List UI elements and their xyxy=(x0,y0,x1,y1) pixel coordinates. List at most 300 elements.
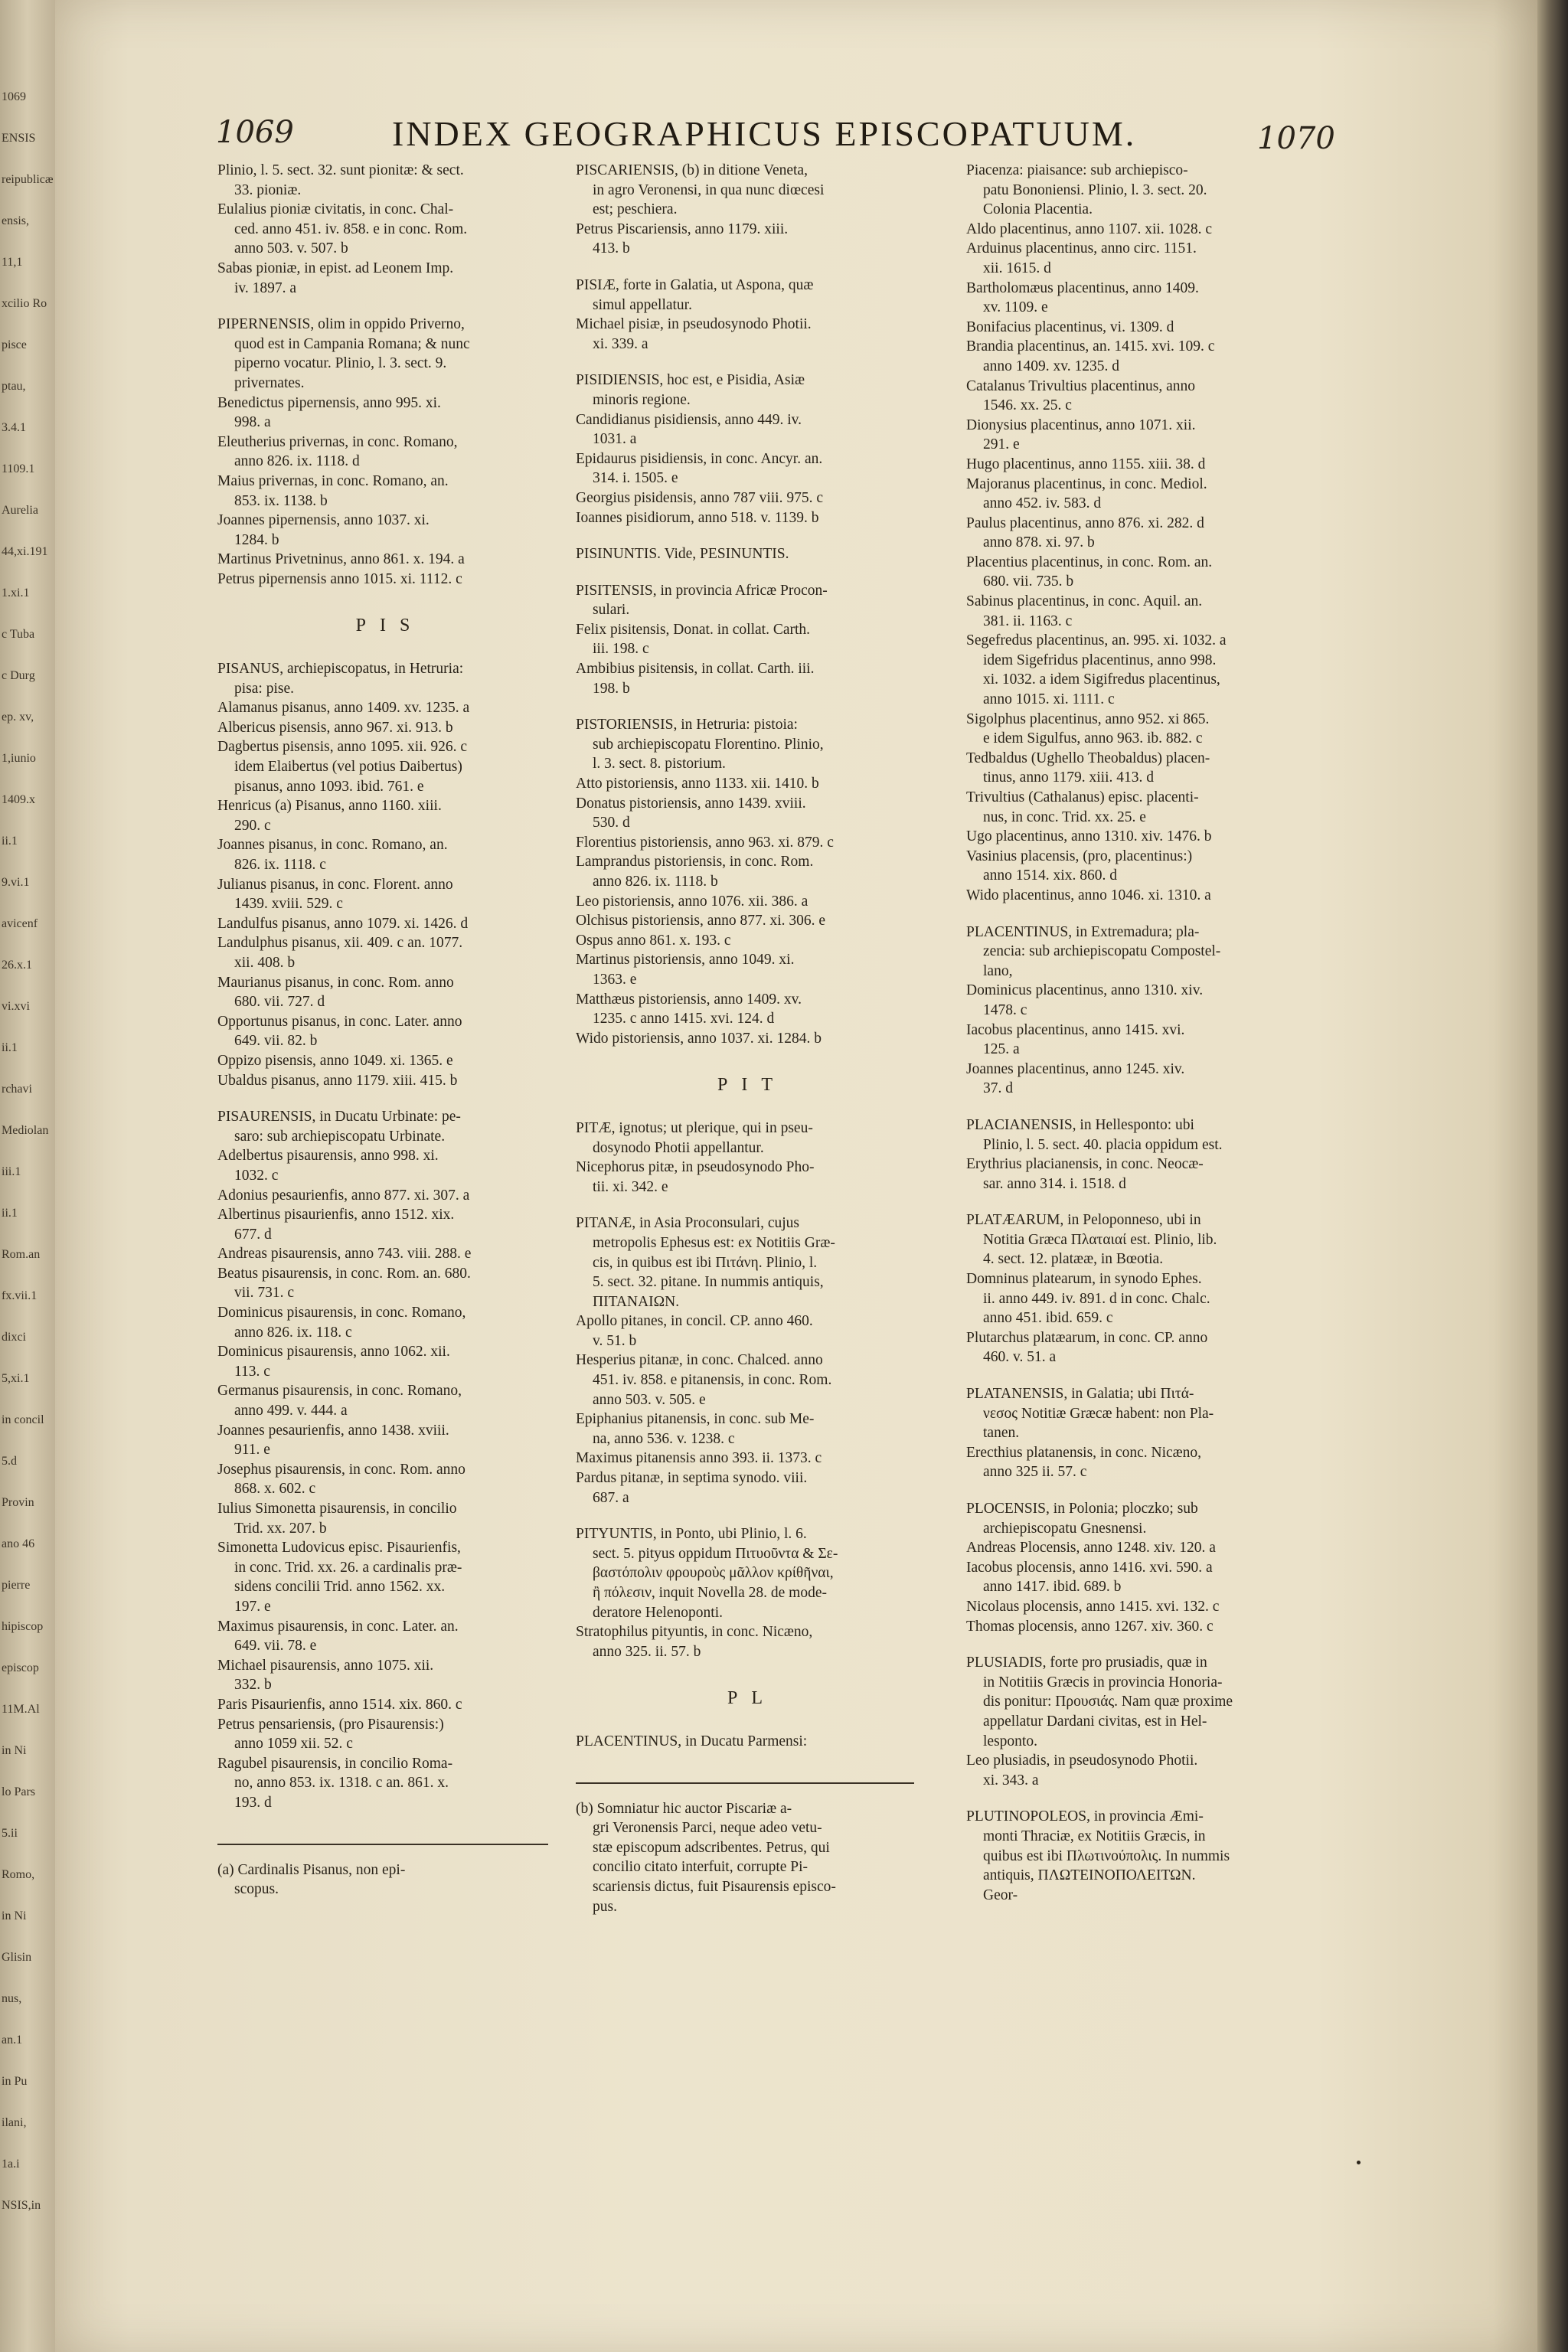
index-entry xyxy=(576,950,928,989)
entry-line: pus. xyxy=(593,1898,617,1915)
left-page-fragment: 3.4.1 xyxy=(2,421,26,434)
index-entry xyxy=(576,1214,928,1312)
index-entry xyxy=(966,886,1357,906)
entry-line: anno 452. iv. 583. d xyxy=(983,495,1102,512)
entry-line: PISIDIENSIS, hoc est, e Pisidia, Asiæ xyxy=(576,372,805,389)
entry-line: anno 1417. ibid. 689. b xyxy=(983,1579,1122,1596)
index-entry xyxy=(966,1116,1357,1155)
entry-line: pisa: pise. xyxy=(234,680,294,697)
left-page-fragment: ii.1 xyxy=(2,835,18,848)
entry-line: anno 1059 xii. 52. c xyxy=(234,1736,353,1753)
left-page-fragment: 1069 xyxy=(2,90,26,103)
entry-line: iv. 1897. a xyxy=(234,279,297,296)
entry-line: Majoranus placentinus, in conc. Mediol. xyxy=(966,475,1207,492)
entry-line: piperno vocatur. Plinio, l. 3. sect. 9. xyxy=(234,355,447,372)
entry-line: in conc. Trid. xx. 26. a cardinalis præ- xyxy=(234,1559,462,1576)
entry-line: Landulfus pisanus, anno 1079. xi. 1426. d xyxy=(217,915,469,932)
index-entry xyxy=(576,794,928,833)
index-entry xyxy=(217,796,562,835)
entry-line: Brandia placentinus, an. 1415. xvi. 109. c xyxy=(966,338,1215,355)
entry-line: PITYUNTIS, in Ponto, ubi Plinio, l. 6. xyxy=(576,1526,807,1543)
entry-line: Erecthius platanensis, in conc. Nicæno, xyxy=(966,1444,1202,1461)
index-entry xyxy=(966,455,1357,475)
index-entry xyxy=(966,1443,1357,1482)
index-entry xyxy=(576,892,928,912)
index-entry xyxy=(576,1732,928,1752)
index-entry xyxy=(966,1538,1357,1558)
index-entry xyxy=(576,620,928,659)
entry-line: PISITENSIS, in provincia Africæ Procon- xyxy=(576,582,828,599)
entry-line: 649. vii. 82. b xyxy=(234,1033,318,1050)
index-entry xyxy=(576,1312,928,1351)
entry-line: Thomas plocensis, anno 1267. xiv. 360. c xyxy=(966,1618,1214,1635)
entry-line: 868. x. 602. c xyxy=(234,1481,316,1498)
entry-line: Nicolaus plocensis, anno 1415. xvi. 132. c xyxy=(966,1598,1220,1615)
index-entry xyxy=(576,931,928,951)
entry-line: na, anno 536. v. 1238. c xyxy=(593,1430,735,1447)
entry-line: Landulphus pisanus, xii. 409. c an. 1077. xyxy=(217,935,463,952)
left-page-fragment: 1409.x xyxy=(2,793,35,806)
entry-line: Piacenza: piaisance: sub archiepisco- xyxy=(966,162,1188,178)
entry-line: Trivultius (Cathalanus) episc. placenti- xyxy=(966,789,1199,805)
index-entry xyxy=(966,1155,1357,1194)
entry-line: Lamprandus pistoriensis, in conc. Rom. xyxy=(576,854,814,871)
index-entry xyxy=(966,514,1357,553)
index-entry xyxy=(966,1384,1357,1443)
index-entry xyxy=(966,1269,1357,1328)
entry-line: xii. 408. b xyxy=(234,954,296,971)
entry-line: Wido pistoriensis, anno 1037. xi. 1284. b xyxy=(576,1030,822,1047)
entry-line: anno 826. ix. 1118. d xyxy=(234,453,360,470)
entry-line: sar. anno 314. i. 1518. d xyxy=(983,1175,1126,1192)
left-page-fragment: Romo, xyxy=(2,1868,35,1881)
entry-line: ii. anno 449. iv. 891. d in conc. Chalc. xyxy=(983,1290,1210,1307)
index-entry xyxy=(217,698,562,718)
index-entry xyxy=(966,1751,1357,1790)
index-entry xyxy=(217,1715,562,1754)
entry-line: Simonetta Ludovicus episc. Pisaurienfis, xyxy=(217,1540,461,1557)
entry-line: Dominicus placentinus, anno 1310. xiv. xyxy=(966,982,1204,999)
entry-line: Catalanus Trivultius placentinus, anno xyxy=(966,377,1195,394)
entry-line: 5. sect. 32. pitane. In nummis antiquis, xyxy=(593,1274,824,1291)
entry-line: Matthæus pistoriensis, anno 1409. xv. xyxy=(576,991,802,1008)
left-page-fragment: lo Pars xyxy=(2,1785,35,1798)
entry-line: Dagbertus pisensis, anno 1095. xii. 926. c xyxy=(217,739,468,756)
entry-line: no, anno 853. ix. 1318. c an. 861. x. xyxy=(234,1775,449,1792)
entry-line: PLACIANENSIS, in Hellesponto: ubi xyxy=(966,1116,1194,1133)
index-entry xyxy=(217,1071,562,1091)
entry-line: scariensis dictus, fuit Pisaurensis episco- xyxy=(593,1878,836,1895)
entry-line: Notitia Græca Πλαταιαί est. Plinio, lib. xyxy=(983,1231,1217,1248)
entry-line: Domninus platearum, in synodo Ephes. xyxy=(966,1271,1202,1288)
index-entry xyxy=(576,1410,928,1449)
left-page-fragment: 44,xi.191 xyxy=(2,545,48,558)
left-page-fragment: 1,iunio xyxy=(2,752,36,765)
index-entry xyxy=(576,852,928,891)
entry-line: concilio citato interfuit, corrupte Pi- xyxy=(593,1859,808,1876)
index-entry xyxy=(576,911,928,931)
entry-line: 381. ii. 1163. c xyxy=(983,612,1073,629)
index-entry xyxy=(576,1468,928,1508)
entry-line: saro: sub archiepiscopatu Urbinate. xyxy=(234,1128,446,1145)
left-page-fragment: episcop xyxy=(2,1661,39,1674)
index-entry xyxy=(966,1021,1357,1060)
index-entry xyxy=(576,990,928,1029)
entry-line: Maius privernas, in conc. Romano, an. xyxy=(217,472,449,489)
entry-line: iii. 198. c xyxy=(593,641,649,658)
entry-line: Erythrius placianensis, in conc. Neocæ- xyxy=(966,1156,1204,1173)
entry-line: 125. a xyxy=(983,1041,1020,1058)
entry-line: 680. vii. 727. d xyxy=(234,994,325,1011)
entry-line: Colonia Placentia. xyxy=(983,201,1093,218)
entry-line: 1284. b xyxy=(234,531,279,548)
index-entry xyxy=(966,239,1357,278)
entry-line: Sabas pioniæ, in epist. ad Leonem Imp. xyxy=(217,260,454,276)
entry-line: Atto pistoriensis, anno 1133. xii. 1410. b xyxy=(576,776,819,792)
section-heading: PIT xyxy=(717,1075,786,1096)
page-title: INDEX GEOGRAPHICUS EPISCOPATUUM. xyxy=(392,114,1137,153)
index-entry xyxy=(217,875,562,914)
left-page-fragment: Provin xyxy=(2,1496,34,1509)
entry-line: ΠΙΤΑΝΑΙΩΝ. xyxy=(593,1293,680,1310)
entry-line: Maximus pisaurensis, in conc. Later. an. xyxy=(217,1618,459,1635)
entry-line: Geor- xyxy=(983,1886,1018,1903)
left-page-fragment: in Ni xyxy=(2,1909,27,1922)
index-entry xyxy=(576,276,928,315)
left-page-fragment: xcilio Ro xyxy=(2,297,47,310)
entry-line: Julianus pisanus, in conc. Florent. anno xyxy=(217,876,453,893)
entry-line: Eulalius pioniæ civitatis, in conc. Chal- xyxy=(217,201,454,218)
index-entry xyxy=(217,1460,562,1499)
index-entry xyxy=(576,161,928,220)
footnote-rule xyxy=(217,1844,548,1845)
entry-line: Beatus pisaurensis, in conc. Rom. an. 680. xyxy=(217,1265,471,1282)
left-page-fragment: 26.x.1 xyxy=(2,959,32,972)
entry-line: Joannes pesaurienfis, anno 1438. xviii. xyxy=(217,1422,449,1439)
index-entry xyxy=(966,220,1357,240)
left-page-fragment: 1.xi.1 xyxy=(2,586,30,599)
entry-line: stæ episcopum adscribentes. Petrus, qui xyxy=(593,1839,830,1856)
index-entry xyxy=(966,631,1357,709)
entry-line: Maurianus pisanus, in conc. Rom. anno xyxy=(217,974,454,991)
entry-line: PISIÆ, forte in Galatia, ut Aspona, quæ xyxy=(576,276,814,293)
index-entry xyxy=(576,1622,928,1661)
entry-line: pisanus, anno 1093. ibid. 761. e xyxy=(234,778,424,795)
index-entry xyxy=(576,1029,928,1049)
index-entry xyxy=(576,410,928,449)
entry-line: lesponto. xyxy=(983,1733,1037,1749)
index-entry xyxy=(966,318,1357,338)
entry-line: Hesperius pitanæ, in conc. Chalced. anno xyxy=(576,1352,823,1369)
entry-line: 1032. c xyxy=(234,1167,279,1184)
entry-line: xi. 339. a xyxy=(593,335,648,352)
entry-line: PLUTINOPOLEOS, in provincia Æmi- xyxy=(966,1808,1204,1825)
left-page-fragment: Rom.an xyxy=(2,1248,41,1261)
entry-line: anno 503. v. 507. b xyxy=(234,240,348,257)
entry-line: 460. v. 51. a xyxy=(983,1349,1057,1366)
entry-line: Arduinus placentinus, anno circ. 1151. xyxy=(966,240,1197,257)
left-page-fragment: Aurelia xyxy=(2,504,38,517)
left-page-fragment: avicenf xyxy=(2,917,38,930)
entry-line: in Notitiis Græcis in provincia Honoria- xyxy=(983,1674,1223,1690)
left-page-fragment: in Pu xyxy=(2,2075,28,2088)
entry-line: tinus, anno 1179. xiii. 413. d xyxy=(983,769,1154,786)
index-entry xyxy=(217,1538,562,1616)
entry-line: Epiphanius pitanensis, in conc. sub Me- xyxy=(576,1411,815,1428)
left-page-fragment: 1a.i xyxy=(2,2158,20,2171)
left-page-fragment: ep. xv, xyxy=(2,710,34,724)
entry-line: deratore Helenoponti. xyxy=(593,1604,724,1621)
left-page-fragment: ensis, xyxy=(2,214,29,227)
entry-line: Paris Pisaurienfis, anno 1514. xix. 860. c xyxy=(217,1696,462,1713)
index-entry xyxy=(966,1328,1357,1367)
index-entry xyxy=(966,337,1357,376)
entry-line: 1235. c anno 1415. xvi. 124. d xyxy=(593,1011,775,1027)
left-page-fragment: 11,1 xyxy=(2,256,23,269)
entry-line: 332. b xyxy=(234,1677,272,1694)
left-page-fragment: in Ni xyxy=(2,1744,27,1757)
left-page-fragment: pierre xyxy=(2,1579,31,1592)
index-entry xyxy=(966,553,1357,592)
entry-line: Martinus Privetninus, anno 861. x. 194. a xyxy=(217,551,465,568)
entry-line: Joannes placentinus, anno 1245. xiv. xyxy=(966,1060,1185,1077)
left-page-fragment: ano 46 xyxy=(2,1537,35,1550)
entry-line: Petrus pensariensis, (pro Pisaurensis:) xyxy=(217,1716,444,1733)
index-entry xyxy=(966,592,1357,631)
entry-line: Tedbaldus (Ughello Theobaldus) placen- xyxy=(966,750,1210,766)
entry-line: Adelbertus pisaurensis, anno 998. xi. xyxy=(217,1148,439,1165)
index-entry xyxy=(217,259,562,298)
entry-line: PISAURENSIS, in Ducatu Urbinate: pe- xyxy=(217,1109,461,1125)
entry-line: Benedictus pipernensis, anno 995. xi. xyxy=(217,394,441,411)
entry-line: anno 1015. xi. 1111. c xyxy=(983,691,1115,708)
entry-line: PLACENTINUS, in Extremadura; pla- xyxy=(966,923,1200,940)
left-page-fragment: pisce xyxy=(2,338,27,351)
index-entry xyxy=(576,220,928,259)
entry-line: 677. d xyxy=(234,1226,272,1243)
entry-line: 33. pioniæ. xyxy=(234,181,302,198)
index-entry xyxy=(966,1597,1357,1617)
entry-line: Epidaurus pisidiensis, in conc. Ancyr. an. xyxy=(576,450,823,467)
index-entry xyxy=(217,394,562,433)
left-page-fragment: 5.ii xyxy=(2,1827,18,1840)
entry-line: Paulus placentinus, anno 876. xi. 282. d xyxy=(966,514,1204,531)
index-entry xyxy=(576,449,928,488)
entry-line: Eleutherius privernas, in conc. Romano, xyxy=(217,433,458,450)
entry-line: sidens concilii Trid. anno 1562. xx. xyxy=(234,1579,446,1596)
entry-line: βαστόπολιν φρουροὺς μᾶλλον κρίθῆναι, xyxy=(593,1565,834,1582)
entry-line: 998. a xyxy=(234,414,271,431)
entry-line: Stratophilus pityuntis, in conc. Nicæno, xyxy=(576,1624,813,1641)
entry-line: PLATANENSIS, in Galatia; ubi Πιτά- xyxy=(966,1386,1194,1403)
entry-line: anno 503. v. 505. e xyxy=(593,1391,706,1408)
index-entry xyxy=(966,475,1357,514)
index-entry xyxy=(217,315,562,393)
entry-line: quibus est ibi Πλωτινούπολις. In nummis xyxy=(983,1847,1230,1864)
index-entry xyxy=(966,923,1357,982)
entry-line: Joannes pipernensis, anno 1037. xi. xyxy=(217,512,430,529)
entry-line: (b) Somniatur hic auctor Piscariæ a- xyxy=(576,1800,792,1817)
entry-line: 687. a xyxy=(593,1489,629,1506)
entry-line: 198. b xyxy=(593,680,630,697)
entry-line: PIPERNENSIS, olim in oppido Priverno, xyxy=(217,316,465,333)
entry-line: Albericus pisensis, anno 967. xi. 913. b xyxy=(217,719,453,736)
index-entry xyxy=(576,1351,928,1410)
entry-line: dis ponitur: Προυσιάς. Nam quæ proxime xyxy=(983,1694,1233,1710)
entry-line: anno 826. ix. 118. c xyxy=(234,1324,352,1341)
entry-line: 113. c xyxy=(234,1363,270,1380)
index-column-1 xyxy=(217,161,562,1900)
book-binding-right-edge xyxy=(1537,0,1568,2352)
index-entry xyxy=(576,715,928,774)
entry-line: PISTORIENSIS, in Hetruria: pistoia: xyxy=(576,717,798,733)
left-page-fragment: 11M.Al xyxy=(2,1703,40,1716)
entry-line: Alamanus pisanus, anno 1409. xv. 1235. a xyxy=(217,700,470,717)
entry-line: xii. 1615. d xyxy=(983,260,1051,276)
entry-line: idem Elaibertus (vel potius Daibertus) xyxy=(234,759,462,776)
entry-line: Ambibius pisitensis, in collat. Carth. iii. xyxy=(576,661,815,678)
index-entry xyxy=(217,1303,562,1342)
entry-line: 1031. a xyxy=(593,431,637,448)
left-page-fragment: nus, xyxy=(2,1992,22,2005)
index-entry xyxy=(217,737,562,796)
entry-line: l. 3. sect. 8. pistorium. xyxy=(593,756,726,773)
entry-line: Vasinius placensis, (pro, placentinus:) xyxy=(966,848,1193,864)
entry-line: 291. e xyxy=(983,436,1020,453)
index-entry xyxy=(966,1060,1357,1099)
index-entry xyxy=(966,710,1357,749)
entry-line: tii. xi. 342. e xyxy=(593,1178,668,1195)
entry-line: sub archiepiscopatu Florentino. Plinio, xyxy=(593,736,824,753)
entry-line: 649. vii. 78. e xyxy=(234,1638,317,1655)
entry-line: Wido placentinus, anno 1046. xi. 1310. a xyxy=(966,887,1211,903)
entry-line: in agro Veronensi, in qua nunc diœcesi xyxy=(593,181,825,198)
entry-line: Adonius pesaurienfis, anno 877. xi. 307. a xyxy=(217,1187,470,1204)
left-page-fragment: c Durg xyxy=(2,669,35,682)
entry-line: Iacobus placentinus, anno 1415. xvi. xyxy=(966,1021,1185,1038)
entry-line: anno 1514. xix. 860. d xyxy=(983,867,1117,884)
entry-line: PLOCENSIS, in Polonia; ploczko; sub xyxy=(966,1501,1198,1517)
page-number-left: 1069 xyxy=(216,115,294,150)
entry-line: Olchisus pistoriensis, anno 877. xi. 306. e xyxy=(576,913,826,929)
entry-line: vii. 731. c xyxy=(234,1285,294,1302)
entry-line: xi. 343. a xyxy=(983,1772,1039,1788)
index-entry xyxy=(217,1499,562,1538)
left-page-fragment: hipiscop xyxy=(2,1620,44,1633)
entry-line: Ospus anno 861. x. 193. c xyxy=(576,932,731,949)
index-entry xyxy=(966,1807,1357,1905)
index-entry xyxy=(217,1186,562,1206)
entry-line: est; peschiera. xyxy=(593,201,678,218)
entry-line: Florentius pistoriensis, anno 963. xi. 879. c xyxy=(576,834,834,851)
entry-line: Iacobus plocensis, anno 1416. xvi. 590. a xyxy=(966,1559,1213,1576)
index-column-3 xyxy=(966,161,1357,1905)
index-entry xyxy=(966,1499,1357,1538)
entry-line: Plinio, l. 5. sect. 32. sunt pionitæ: & sect. xyxy=(217,162,464,178)
entry-line: Henricus (a) Pisanus, anno 1160. xiii. xyxy=(217,798,442,815)
entry-line: antiquis, ΠΛΩΤΕΙΝΟΠΟΛΕΙΤΩΝ. xyxy=(983,1867,1196,1884)
entry-line: PLUSIADIS, forte pro prusiadis, quæ in xyxy=(966,1655,1207,1671)
index-entry xyxy=(217,433,562,472)
entry-line: PLACENTINUS, in Ducatu Parmensi: xyxy=(576,1733,808,1749)
entry-line: Ubaldus pisanus, anno 1179. xiii. 415. b xyxy=(217,1072,458,1089)
left-page-fragment: Glisin xyxy=(2,1951,32,1964)
entry-line: privernates. xyxy=(234,374,305,391)
entry-line: Segefredus placentinus, an. 995. xi. 1032. a xyxy=(966,632,1227,649)
entry-line: Bartholomæus placentinus, anno 1409. xyxy=(966,279,1199,296)
index-entry xyxy=(966,1617,1357,1637)
entry-line: (a) Cardinalis Pisanus, non epi- xyxy=(217,1861,406,1878)
left-page-fragment: rchavi xyxy=(2,1083,32,1096)
left-page-fragment: in concil xyxy=(2,1413,44,1426)
entry-line: 1439. xviii. 529. c xyxy=(234,896,343,913)
entry-line: Sabinus placentinus, in conc. Aquil. an. xyxy=(966,593,1203,610)
left-page-fragment: reipublicæ xyxy=(2,173,54,186)
entry-line: Bonifacius placentinus, vi. 1309. d xyxy=(966,318,1174,335)
entry-line: dosynodo Photii appellantur. xyxy=(593,1139,764,1156)
entry-line: zencia: sub archiepiscopatu Compostel- xyxy=(983,943,1221,960)
entry-line: Pardus pitanæ, in septima synodo. viii. xyxy=(576,1470,808,1487)
entry-line: PISCARIENSIS, (b) in ditione Veneta, xyxy=(576,162,808,178)
entry-line: Michael pisaurensis, anno 1075. xii. xyxy=(217,1657,434,1674)
entry-line: 37. d xyxy=(983,1080,1013,1097)
entry-line: appellatur Dardani civitas, est in Hel- xyxy=(983,1713,1207,1730)
entry-line: Nicephorus pitæ, in pseudosynodo Pho- xyxy=(576,1159,815,1176)
index-entry xyxy=(576,1119,928,1158)
entry-line: 680. vii. 735. b xyxy=(983,573,1074,590)
entry-line: anno 826. ix. 1118. b xyxy=(593,874,718,890)
left-page-fragment: ii.1 xyxy=(2,1041,18,1054)
entry-line: Andreas pisaurensis, anno 743. viii. 288. e xyxy=(217,1246,472,1263)
index-entry xyxy=(576,315,928,354)
entry-line: Ugo placentinus, anno 1310. xiv. 1476. b xyxy=(966,828,1212,845)
entry-line: sect. 5. pityus oppidum Πιτυοῦντα & Σε- xyxy=(593,1545,838,1562)
section-heading: PIS xyxy=(355,616,424,636)
entry-line: 290. c xyxy=(234,817,271,834)
entry-line: 314. i. 1505. e xyxy=(593,470,678,487)
entry-line: Iulius Simonetta pisaurensis, in concilio xyxy=(217,1501,457,1517)
index-entry xyxy=(217,1244,562,1264)
entry-line: anno 325 ii. 57. c xyxy=(983,1464,1087,1481)
index-entry xyxy=(217,200,562,259)
entry-line: 413. b xyxy=(593,240,630,257)
index-entry xyxy=(576,659,928,698)
index-entry xyxy=(217,161,562,200)
entry-line: Leo pistoriensis, anno 1076. xii. 386. a xyxy=(576,893,808,910)
entry-line: PISINUNTIS. Vide, PESINUNTIS. xyxy=(576,546,789,563)
entry-line: Opportunus pisanus, in conc. Later. anno xyxy=(217,1013,462,1030)
index-entry xyxy=(217,1205,562,1244)
index-entry xyxy=(966,279,1357,318)
index-entry xyxy=(217,1146,562,1185)
entry-line: PITÆ, ignotus; ut plerique, qui in pseu- xyxy=(576,1119,813,1136)
index-entry xyxy=(966,1558,1357,1597)
left-page-fragment: vi.xvi xyxy=(2,1000,30,1013)
entry-line: sulari. xyxy=(593,602,630,619)
entry-line: 853. ix. 1138. b xyxy=(234,492,328,509)
adjacent-left-page-edge xyxy=(0,0,55,2352)
index-entry xyxy=(217,1381,562,1420)
entry-line: anno 325. ii. 57. b xyxy=(593,1643,701,1660)
index-entry xyxy=(966,161,1357,220)
index-entry xyxy=(217,1695,562,1715)
entry-line: Michael pisiæ, in pseudosynodo Photii. xyxy=(576,316,812,333)
index-entry xyxy=(966,788,1357,827)
entry-line: Petrus Piscariensis, anno 1179. xiii. xyxy=(576,220,789,237)
running-header xyxy=(162,114,1335,161)
index-entry xyxy=(576,833,928,853)
entry-line: v. 51. b xyxy=(593,1332,637,1349)
